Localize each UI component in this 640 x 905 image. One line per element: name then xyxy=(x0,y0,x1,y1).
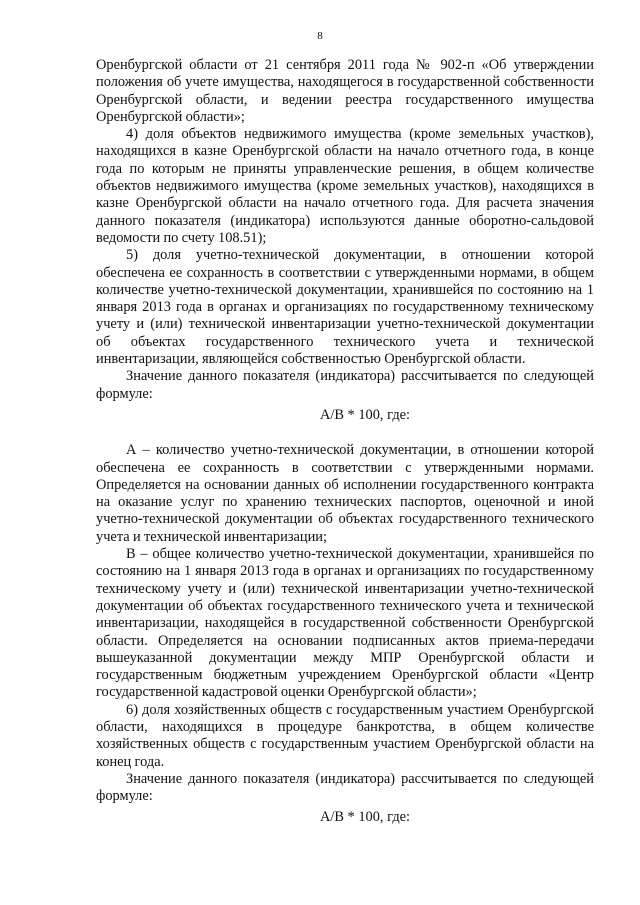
document-body xyxy=(96,57,594,827)
page-number: 8 xyxy=(317,30,323,42)
paragraph-definition-a: А – количество учетно-технической документации, в отношении которой обеспечена ее сохранность в соответствии с утвержденными нормами. Определяется на основании данных об исполнении государственного контракта на оказание услуг по хранению технических паспортов, оценочной и иной учетно-технической документации об объектах государственного технического учета и технической инвентаризации; xyxy=(96,442,594,545)
paragraph-formula-intro-1: Значение данного показателя (индикатора) рассчитывается по следующей формуле: xyxy=(96,368,594,402)
paragraph-item-5: 5) доля учетно-технической документации, в отношении которой обеспечена ее сохранность в соответствии с утвержденными нормами, в общем количестве учетно-технической документации, хранившейся по состоянию на 1 января 2013 года в органах и организациях по государственному техническому учету и (или) технической инвентаризации учетно-технической документации об объектах государственного технического учета и технической инвентаризации, являющейся собственностью Оренбургской области. xyxy=(96,247,594,368)
spacer xyxy=(96,424,594,442)
formula-2: А/В * 100, где: xyxy=(319,809,411,826)
paragraph-formula-intro-2: Значение данного показателя (индикатора) рассчитывается по следующей формуле: xyxy=(96,770,594,805)
paragraph-continuation: Оренбургской области от 21 сентября 2011 года № 902-п «Об утверждении положения об учете имущества, находящегося в государственной собственности Оренбургской области, и ведении реестра государственного имущества Оренбургской области»; xyxy=(96,57,594,125)
paragraph-item-4: 4) доля объектов недвижимого имущества (кроме земельных участков), находящихся в казне Оренбургской области на начало отчетного года, в конце года по которым не приняты управленческие решения, в общем количестве объектов недвижимого имущества (кроме земельных участков), находящихся в казне Оренбургской области на начало отчетного года. Для расчета значения данного показателя (индикатора) используются данные оборотно-сальдовой ведомости по счету 108.51); xyxy=(96,126,594,246)
formula-1: А/В * 100, где: xyxy=(319,406,411,423)
paragraph-definition-b: В – общее количество учетно-технической документации, хранившейся по состоянию на 1 января 2013 года в органах и организациях по государственному техническому учету и (или) технической инвентаризации учетно-технической документации об объектах государственного технического учета и технической инвентаризации, находящейся в государственной собственности Оренбургской области. Определяется на основании подписанных актов приема-передачи вышеуказанной документации между МПР Оренбургской области и государственным бюджетным учреждением Оренбургской области «Центр государственной кадастровой оценки Оренбургской области»; xyxy=(96,546,594,701)
paragraph-item-6: 6) доля хозяйственных обществ с государственным участием Оренбургской области, находящихся в процедуре банкротства, в общем количестве хозяйственных обществ с государственным участием Оренбургской области на конец года. xyxy=(96,701,594,770)
